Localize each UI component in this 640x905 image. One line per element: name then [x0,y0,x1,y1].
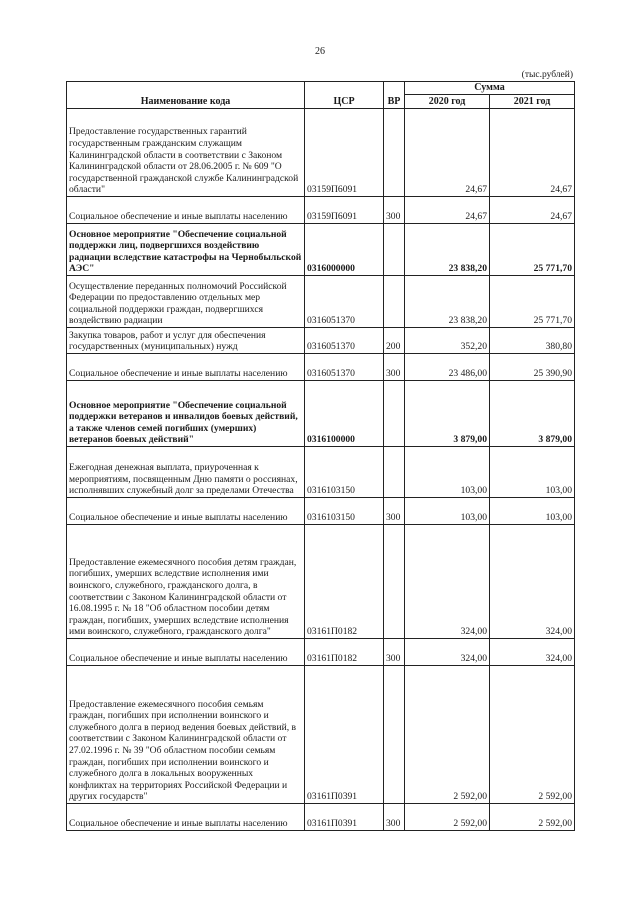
row-csr: 0316103150 [305,447,384,498]
row-name: Предоставление государственных гарантий государственным гражданским служащим Калининградской области в соответствии с Законом Калининградской области от 28.06.2005 г. № 609 "О государственной гражданской службе Калининградской области" [67,109,305,197]
table-row [67,197,575,224]
row-vr [384,381,405,447]
row-csr: 03161П0391 [305,666,384,804]
row-csr: 0316103150 [305,498,384,525]
table-row [67,639,575,666]
table-row [67,109,575,197]
table-row [67,498,575,525]
row-amount-2020: 2 592,00 [405,666,490,804]
row-name: Основное мероприятие "Обеспечение социальной поддержки лиц, подвергшихся воздействию радиации вследствие катастрофы на Чернобыльской АЭС" [67,224,305,276]
table-row [67,224,575,276]
row-vr: 300 [384,639,405,666]
row-csr: 03161П0391 [305,804,384,831]
row-amount-2021: 25 771,70 [490,224,575,276]
row-vr: 200 [384,328,405,354]
row-vr: 300 [384,804,405,831]
row-vr [384,525,405,639]
row-vr [384,276,405,328]
row-amount-2020: 23 486,00 [405,354,490,381]
row-csr: 03161П0182 [305,525,384,639]
table-row [67,666,575,804]
row-csr: 0316100000 [305,381,384,447]
row-csr: 0316051370 [305,354,384,381]
row-csr: 03161П0182 [305,639,384,666]
row-amount-2021: 380,80 [490,328,575,354]
row-vr [384,109,405,197]
table-row [67,276,575,328]
row-amount-2021: 103,00 [490,447,575,498]
row-name: Социальное обеспечение и иные выплаты населению [67,354,305,381]
table-row [67,381,575,447]
header-year-2020: 2020 год [405,95,490,109]
table-body [67,109,575,831]
row-amount-2020: 324,00 [405,639,490,666]
row-amount-2020: 2 592,00 [405,804,490,831]
row-name: Социальное обеспечение и иные выплаты населению [67,639,305,666]
row-vr: 300 [384,197,405,224]
header-name: Наименование кода [67,82,305,109]
row-name: Ежегодная денежная выплата, приуроченная к мероприятиям, посвященным Дню памяти о россиянах, исполнявших служебный долг за пределами Отечества [67,447,305,498]
row-amount-2021: 2 592,00 [490,804,575,831]
table-row [67,328,575,354]
row-name: Социальное обеспечение и иные выплаты населению [67,804,305,831]
row-amount-2020: 103,00 [405,447,490,498]
table-header-row [67,82,575,95]
row-amount-2020: 3 879,00 [405,381,490,447]
row-name: Социальное обеспечение и иные выплаты населению [67,197,305,224]
row-amount-2021: 324,00 [490,525,575,639]
row-name: Предоставление ежемесячного пособия семьям граждан, погибших при исполнении воинского и служебного долга в период ведения боевых действий, в соответствии с Законом Калининградской области от 27.02.1996 г. № 39 "Об областном пособии семьям граждан, погибших при исполнении воинского и служебного долга в локальных вооруженных конфликтах на территориях Российской Федерации и других государств" [67,666,305,804]
row-amount-2020: 352,20 [405,328,490,354]
row-vr: 300 [384,498,405,525]
row-amount-2021: 103,00 [490,498,575,525]
row-csr: 0316000000 [305,224,384,276]
header-csr: ЦСР [305,82,384,109]
row-csr: 0316051370 [305,328,384,354]
row-amount-2021: 324,00 [490,639,575,666]
budget-table [66,81,575,831]
row-amount-2020: 24,67 [405,109,490,197]
row-amount-2021: 3 879,00 [490,381,575,447]
table-row [67,447,575,498]
row-vr: 300 [384,354,405,381]
row-vr [384,447,405,498]
table-row [67,525,575,639]
header-vr: ВР [384,82,405,109]
unit-note: (тыс.рублей) [521,70,573,80]
row-name: Основное мероприятие "Обеспечение социальной поддержки ветеранов и инвалидов боевых действий, а также членов семей погибших (умерших) ветеранов боевых действий" [67,381,305,447]
row-amount-2021: 24,67 [490,109,575,197]
row-amount-2021: 2 592,00 [490,666,575,804]
row-name: Предоставление ежемесячного пособия детям граждан, погибших, умерших вследствие исполнения ими воинского, служебного, гражданского долга, в соответствии с Законом Калининградской области от 16.08.1995 г. № 18 "Об областном пособии детям граждан, погибших, умерших вследствие исполнения ими воинского, служебного, гражданского долга" [67,525,305,639]
row-amount-2020: 24,67 [405,197,490,224]
row-amount-2021: 24,67 [490,197,575,224]
row-vr [384,224,405,276]
row-vr [384,666,405,804]
row-name: Социальное обеспечение и иные выплаты населению [67,498,305,525]
row-amount-2020: 324,00 [405,525,490,639]
row-csr: 03159П6091 [305,197,384,224]
row-name: Осуществление переданных полномочий Российской Федерации по предоставлению отдельных мер социальной поддержки граждан, подвергшихся воздействию радиации [67,276,305,328]
row-amount-2020: 103,00 [405,498,490,525]
row-amount-2021: 25 771,70 [490,276,575,328]
row-csr: 03159П6091 [305,109,384,197]
row-amount-2021: 25 390,90 [490,354,575,381]
page-number: 26 [315,46,325,57]
header-sum: Сумма [405,82,575,95]
header-year-2021: 2021 год [490,95,575,109]
table-row [67,804,575,831]
table-row [67,354,575,381]
row-name: Закупка товаров, работ и услуг для обеспечения государственных (муниципальных) нужд [67,328,305,354]
row-csr: 0316051370 [305,276,384,328]
row-amount-2020: 23 838,20 [405,224,490,276]
row-amount-2020: 23 838,20 [405,276,490,328]
